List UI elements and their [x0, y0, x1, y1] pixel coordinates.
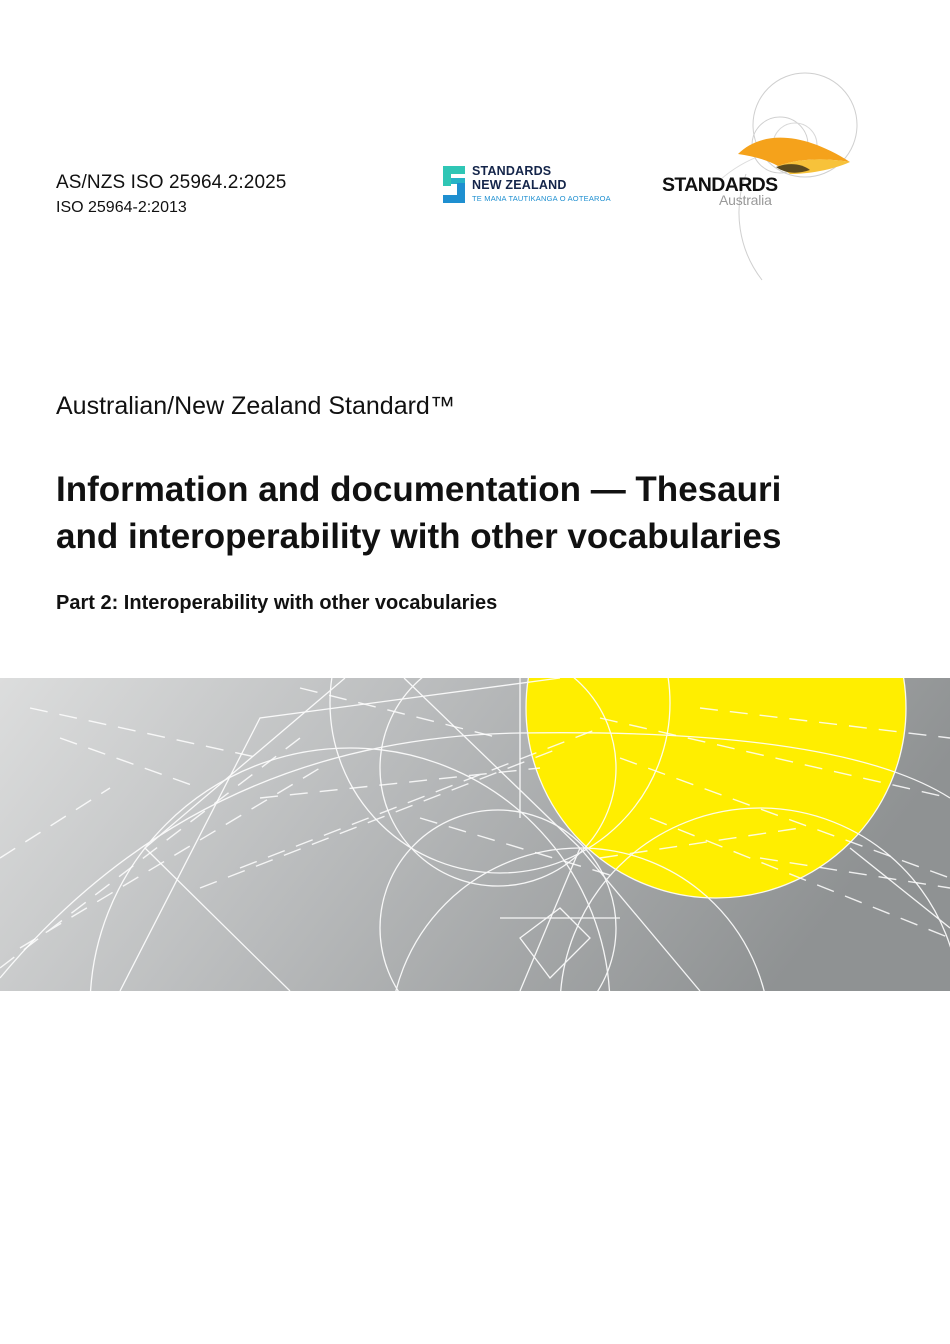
- document-title: [56, 466, 916, 560]
- document-designation: AS/NZS ISO 25964.2:2025: [56, 172, 287, 193]
- standards-australia-subtext: Australia: [719, 192, 772, 208]
- standards-nz-line2: NEW ZEALAND: [472, 178, 567, 192]
- standards-nz-logo: [443, 164, 623, 208]
- standards-nz-mark-icon: [443, 166, 465, 203]
- standards-australia-logo: [650, 70, 880, 285]
- part-title: Part 2: Interoperability with other vocabularies: [56, 592, 498, 614]
- standard-type-label: Australian/New Zealand Standard™: [56, 392, 455, 420]
- standards-australia-wordmark: STANDARDS: [662, 174, 778, 196]
- standards-nz-line1: STANDARDS: [472, 164, 552, 178]
- cover-graphic-banner: [0, 678, 950, 991]
- standards-nz-tagline: TE MANA TAUTIKANGA O AOTEAROA: [472, 194, 611, 203]
- title-line-2: and interoperability with other vocabularies: [56, 517, 782, 556]
- iso-designation: ISO 25964-2:2013: [56, 199, 187, 216]
- title-line-1: Information and documentation — Thesauri: [56, 470, 782, 509]
